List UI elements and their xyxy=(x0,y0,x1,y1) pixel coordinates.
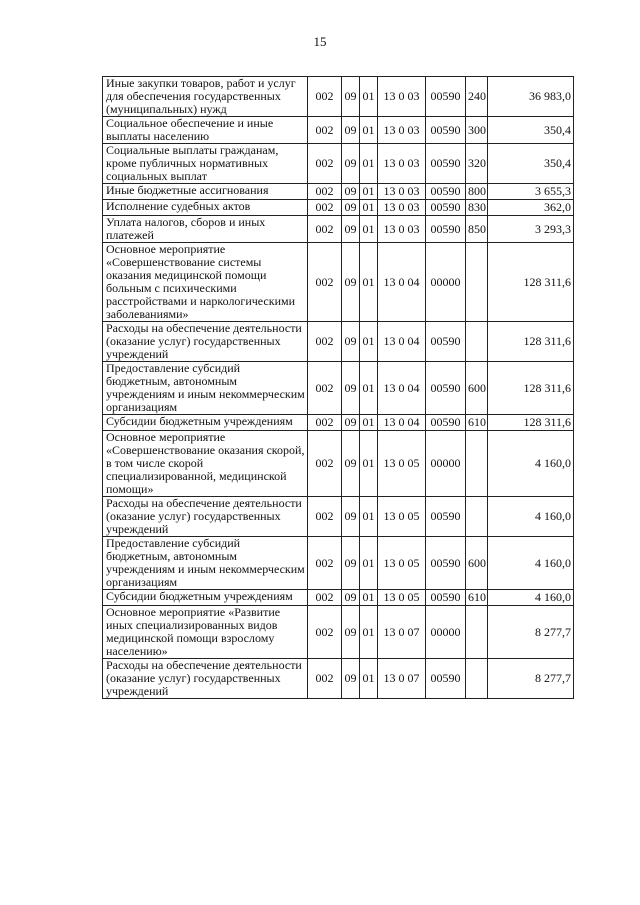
grbs-code-cell: 002 xyxy=(308,415,342,431)
subsection-code-cell: 01 xyxy=(360,590,378,606)
section-code-cell: 09 xyxy=(342,243,360,322)
row-name-cell: Предоставление субсидий бюджетным, автономным учреждениям и иным некоммерческим организациям xyxy=(103,537,308,590)
direction-code-cell: 00000 xyxy=(426,606,466,659)
row-name-cell: Предоставление субсидий бюджетным, автономным учреждениям и иным некоммерческим организациям xyxy=(103,362,308,415)
program-code-cell: 13 0 04 xyxy=(378,415,426,431)
direction-code-cell: 00590 xyxy=(426,200,466,216)
direction-code-cell: 00000 xyxy=(426,243,466,322)
row-name-cell: Исполнение судебных актов xyxy=(103,200,308,216)
direction-code-cell: 00590 xyxy=(426,144,466,184)
subsection-code-cell: 01 xyxy=(360,537,378,590)
amount-cell: 4 160,0 xyxy=(488,537,574,590)
amount-cell: 128 311,6 xyxy=(488,243,574,322)
expense-type-cell xyxy=(466,322,488,362)
direction-code-cell: 00590 xyxy=(426,590,466,606)
direction-code-cell: 00000 xyxy=(426,431,466,497)
expense-type-cell xyxy=(466,497,488,537)
expense-type-cell: 830 xyxy=(466,200,488,216)
table-row xyxy=(103,322,574,362)
expense-type-cell: 320 xyxy=(466,144,488,184)
direction-code-cell: 00590 xyxy=(426,216,466,243)
section-code-cell: 09 xyxy=(342,362,360,415)
expense-type-cell: 610 xyxy=(466,415,488,431)
grbs-code-cell: 002 xyxy=(308,184,342,200)
subsection-code-cell: 01 xyxy=(360,216,378,243)
amount-cell: 350,4 xyxy=(488,117,574,144)
subsection-code-cell: 01 xyxy=(360,659,378,699)
row-name-cell: Уплата налогов, сборов и иных платежей xyxy=(103,216,308,243)
expense-type-cell: 800 xyxy=(466,184,488,200)
program-code-cell: 13 0 05 xyxy=(378,537,426,590)
row-name-cell: Социальные выплаты гражданам, кроме публичных нормативных социальных выплат xyxy=(103,144,308,184)
section-code-cell: 09 xyxy=(342,216,360,243)
grbs-code-cell: 002 xyxy=(308,659,342,699)
row-name-cell: Основное мероприятие «Совершенствование оказания скорой, в том числе скорой специализированной, медицинской помощи» xyxy=(103,431,308,497)
row-name-cell: Расходы на обеспечение деятельности (оказание услуг) государственных учреждений xyxy=(103,659,308,699)
amount-cell: 36 983,0 xyxy=(488,77,574,117)
amount-cell: 3 655,3 xyxy=(488,184,574,200)
direction-code-cell: 00590 xyxy=(426,537,466,590)
section-code-cell: 09 xyxy=(342,590,360,606)
table-row xyxy=(103,243,574,322)
table-row xyxy=(103,216,574,243)
grbs-code-cell: 002 xyxy=(308,606,342,659)
expense-type-cell xyxy=(466,659,488,699)
table-row xyxy=(103,200,574,216)
row-name-cell: Основное мероприятие «Развитие иных специализированных видов медицинской помощи взрослому населению» xyxy=(103,606,308,659)
subsection-code-cell: 01 xyxy=(360,415,378,431)
row-name-cell: Иные бюджетные ассигнования xyxy=(103,184,308,200)
grbs-code-cell: 002 xyxy=(308,200,342,216)
table-row xyxy=(103,415,574,431)
program-code-cell: 13 0 04 xyxy=(378,362,426,415)
expense-type-cell xyxy=(466,606,488,659)
section-code-cell: 09 xyxy=(342,431,360,497)
subsection-code-cell: 01 xyxy=(360,497,378,537)
table-row xyxy=(103,117,574,144)
program-code-cell: 13 0 04 xyxy=(378,243,426,322)
program-code-cell: 13 0 03 xyxy=(378,216,426,243)
subsection-code-cell: 01 xyxy=(360,117,378,144)
amount-cell: 3 293,3 xyxy=(488,216,574,243)
subsection-code-cell: 01 xyxy=(360,362,378,415)
program-code-cell: 13 0 03 xyxy=(378,117,426,144)
section-code-cell: 09 xyxy=(342,184,360,200)
section-code-cell: 09 xyxy=(342,659,360,699)
subsection-code-cell: 01 xyxy=(360,322,378,362)
subsection-code-cell: 01 xyxy=(360,184,378,200)
section-code-cell: 09 xyxy=(342,117,360,144)
row-name-cell: Субсидии бюджетным учреждениям xyxy=(103,415,308,431)
subsection-code-cell: 01 xyxy=(360,606,378,659)
grbs-code-cell: 002 xyxy=(308,431,342,497)
budget-table-body xyxy=(103,77,574,699)
direction-code-cell: 00590 xyxy=(426,362,466,415)
amount-cell: 8 277,7 xyxy=(488,606,574,659)
expense-type-cell: 300 xyxy=(466,117,488,144)
subsection-code-cell: 01 xyxy=(360,431,378,497)
grbs-code-cell: 002 xyxy=(308,362,342,415)
section-code-cell: 09 xyxy=(342,200,360,216)
expense-type-cell: 600 xyxy=(466,537,488,590)
program-code-cell: 13 0 03 xyxy=(378,77,426,117)
table-row xyxy=(103,606,574,659)
program-code-cell: 13 0 03 xyxy=(378,200,426,216)
direction-code-cell: 00590 xyxy=(426,77,466,117)
amount-cell: 362,0 xyxy=(488,200,574,216)
subsection-code-cell: 01 xyxy=(360,243,378,322)
section-code-cell: 09 xyxy=(342,322,360,362)
amount-cell: 128 311,6 xyxy=(488,322,574,362)
row-name-cell: Расходы на обеспечение деятельности (оказание услуг) государственных учреждений xyxy=(103,322,308,362)
amount-cell: 8 277,7 xyxy=(488,659,574,699)
row-name-cell: Социальное обеспечение и иные выплаты населению xyxy=(103,117,308,144)
table-row xyxy=(103,659,574,699)
grbs-code-cell: 002 xyxy=(308,144,342,184)
direction-code-cell: 00590 xyxy=(426,415,466,431)
direction-code-cell: 00590 xyxy=(426,184,466,200)
expense-type-cell xyxy=(466,243,488,322)
program-code-cell: 13 0 07 xyxy=(378,606,426,659)
table-row xyxy=(103,590,574,606)
grbs-code-cell: 002 xyxy=(308,497,342,537)
amount-cell: 128 311,6 xyxy=(488,362,574,415)
program-code-cell: 13 0 07 xyxy=(378,659,426,699)
table-row xyxy=(103,537,574,590)
amount-cell: 4 160,0 xyxy=(488,497,574,537)
grbs-code-cell: 002 xyxy=(308,216,342,243)
program-code-cell: 13 0 05 xyxy=(378,431,426,497)
table-row xyxy=(103,77,574,117)
grbs-code-cell: 002 xyxy=(308,117,342,144)
row-name-cell: Субсидии бюджетным учреждениям xyxy=(103,590,308,606)
amount-cell: 4 160,0 xyxy=(488,590,574,606)
section-code-cell: 09 xyxy=(342,497,360,537)
page-number: 15 xyxy=(313,34,327,49)
table-row xyxy=(103,184,574,200)
row-name-cell: Иные закупки товаров, работ и услуг для обеспечения государственных (муниципальных) нужд xyxy=(103,77,308,117)
expense-type-cell xyxy=(466,431,488,497)
section-code-cell: 09 xyxy=(342,415,360,431)
program-code-cell: 13 0 05 xyxy=(378,497,426,537)
program-code-cell: 13 0 05 xyxy=(378,590,426,606)
grbs-code-cell: 002 xyxy=(308,537,342,590)
program-code-cell: 13 0 03 xyxy=(378,184,426,200)
grbs-code-cell: 002 xyxy=(308,322,342,362)
amount-cell: 4 160,0 xyxy=(488,431,574,497)
expense-type-cell: 850 xyxy=(466,216,488,243)
program-code-cell: 13 0 04 xyxy=(378,322,426,362)
grbs-code-cell: 002 xyxy=(308,77,342,117)
expense-type-cell: 610 xyxy=(466,590,488,606)
section-code-cell: 09 xyxy=(342,537,360,590)
expense-type-cell: 240 xyxy=(466,77,488,117)
program-code-cell: 13 0 03 xyxy=(378,144,426,184)
row-name-cell: Расходы на обеспечение деятельности (оказание услуг) государственных учреждений xyxy=(103,497,308,537)
subsection-code-cell: 01 xyxy=(360,77,378,117)
direction-code-cell: 00590 xyxy=(426,659,466,699)
grbs-code-cell: 002 xyxy=(308,590,342,606)
budget-table xyxy=(102,76,574,699)
expense-type-cell: 600 xyxy=(466,362,488,415)
section-code-cell: 09 xyxy=(342,77,360,117)
section-code-cell: 09 xyxy=(342,144,360,184)
row-name-cell: Основное мероприятие «Совершенствование системы оказания медицинской помощи больным с психическими расстройствами и наркологическими заболеваниями» xyxy=(103,243,308,322)
subsection-code-cell: 01 xyxy=(360,200,378,216)
table-row xyxy=(103,431,574,497)
section-code-cell: 09 xyxy=(342,606,360,659)
table-row xyxy=(103,497,574,537)
grbs-code-cell: 002 xyxy=(308,243,342,322)
table-row xyxy=(103,362,574,415)
amount-cell: 350,4 xyxy=(488,144,574,184)
amount-cell: 128 311,6 xyxy=(488,415,574,431)
table-row xyxy=(103,144,574,184)
direction-code-cell: 00590 xyxy=(426,117,466,144)
direction-code-cell: 00590 xyxy=(426,322,466,362)
direction-code-cell: 00590 xyxy=(426,497,466,537)
subsection-code-cell: 01 xyxy=(360,144,378,184)
